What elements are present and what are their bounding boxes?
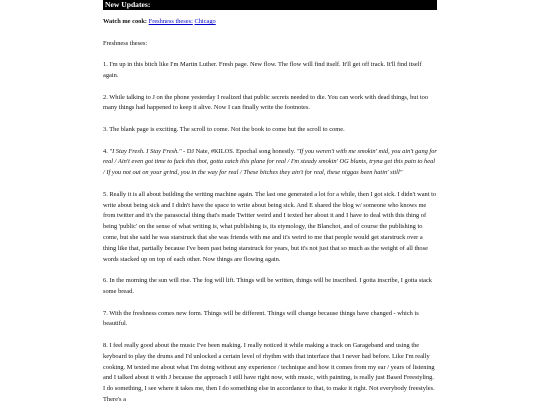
thesis-4-lyrics: "If you weren't with me smokin' mid, you ain't gang for real / Ain't even got time to fuck this thot, gotta catch this plane for real / I'm steady smokin' OG blunts, tryna get this pain to heal / If you not out on your grind, you in the way for real / These bitches they ain't for real, these niggas been hatin' still"	[103, 147, 437, 177]
thesis-4-quote-title: "I Stay Fresh. I Stay Fresh."	[109, 147, 182, 155]
thesis-5: 5. Really it is all about building the writing machine again. The last one generated a lot for a while, then I got sick. I didn't want to write about being sick and I didn't have the space to write about being sick. And E shared the blog w/ someone who knows me from twitter and it's the parasocial thing that's made Twitter weird and I texted her about it and I have to deal with this thing of being 'public' on the sense of what writing is, what publishing is, its etymology, the Blanchot, and of course the publishing to come, but she said he was starstruck that she was friends with me and it's weird to me that people would get starstruck over a thing like that, partially because I've been past being starstruck for years, but it's not just that so much as the weight of all those words stacked up on top of each other. Now things are flowing again.	[103, 190, 437, 263]
post-container	[103, 0, 437, 406]
thesis-7: 7. With the freshness comes new form. Things will be different. Things will change because things have changed - which is beautiful.	[103, 309, 419, 328]
watch-line	[103, 17, 437, 28]
chicago-link[interactable]: Chicago	[194, 18, 216, 25]
thesis-3: 3. The blank page is exciting. The scroll to come. Not the book to come but the scroll to come.	[103, 125, 345, 133]
thesis-2: 2. While talking to J on the phone yesterday I realized that public secrets needed to die. You can work with dead things, but too many things had happened to keep it alive. Now I can finally write the footnotes.	[103, 93, 429, 112]
thesis-4-attribution: - DJ Nate, #KILOS. Epochal song honestly.	[181, 147, 297, 155]
intro-text: Freshness theses:	[103, 39, 148, 47]
freshness-theses-link[interactable]: Freshness theses:	[148, 18, 193, 25]
thesis-8: 8. I feel really good about the music I've been making. I really noticed it while making a track on Garageband and using the keyboard to play the drums and I'd unlocked a certain level of rhythm with that interface that I never had before. Like I'm really cooking. M texted me about what I'm doing without any experience / technique and how it comes from my ear / years of listening and I talked about it with J because the approach I still have right now, with music, with painting, is really just Based Freestyling. I do something, I see where it takes me, then I do something else in accordance to that, to make it right. Not everybody freestyles. There's a	[103, 341, 435, 403]
watch-label: Watch me cook:	[103, 18, 148, 25]
thesis-4	[103, 147, 437, 179]
thesis-6: 6. In the morning the sun will rise. The fog will lift. Things will be written, things will be inscribed. I gotta inscribe, I gotta stack some bread.	[103, 277, 433, 295]
updates-header: New Updates:	[103, 0, 437, 10]
thesis-4-number: 4.	[103, 147, 110, 155]
thesis-1: 1. I'm up in this bitch like I'm Martin Luther. Fresh page. New flow. The flow will find itself. It'll get off track. It'll find itself again.	[103, 61, 422, 79]
